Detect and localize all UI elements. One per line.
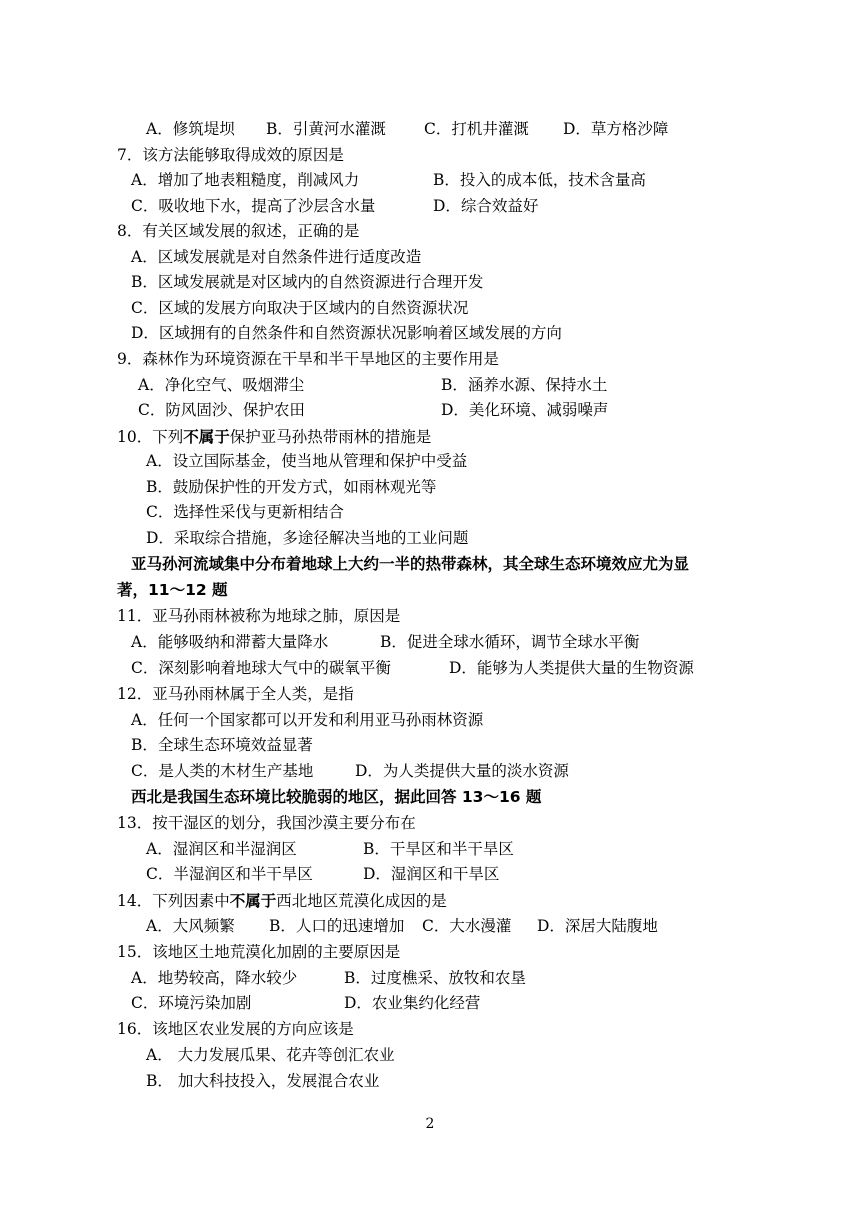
q13-option-a: A．湿润区和半湿润区	[146, 840, 297, 858]
q8-option-b: B．区域发展就是对区域内的自然资源进行合理开发	[131, 273, 484, 291]
q15-option-a: A．地势较高，降水较少	[131, 969, 298, 987]
q16-option-b: B． 加大科技投入，发展混合农业	[146, 1072, 380, 1090]
q6-option-c: C．打机井灌溉	[424, 120, 529, 138]
q9-stem: 9．森林作为环境资源在干旱和半干旱地区的主要作用是	[117, 350, 499, 368]
q16-stem: 16．该地区农业发展的方向应该是	[117, 1020, 354, 1038]
q11-option-d: D．能够为人类提供大量的生物资源	[449, 659, 694, 677]
q11-option-a: A．能够吸纳和滞蓄大量降水	[131, 633, 329, 651]
q6-option-a: A．修筑堤坝	[146, 120, 235, 138]
q9-option-b: B．涵养水源、保持水土	[441, 376, 608, 394]
q15-option-b: B．过度樵采、放牧和农垦	[344, 969, 526, 987]
q11-option-b: B．促进全球水循环，调节全球水平衡	[380, 633, 640, 651]
q11-stem: 11．亚马孙雨林被称为地球之肺，原因是	[117, 607, 401, 625]
q14-option-d: D．深居大陆腹地	[537, 917, 658, 935]
q12-option-c: C．是人类的木材生产基地	[131, 762, 314, 780]
q13-option-b: B．干旱区和半干旱区	[363, 840, 514, 858]
q13-option-d: D．湿润区和干旱区	[363, 865, 500, 883]
q10-stem-post: 保护亚马孙热带雨林的措施是	[229, 428, 432, 446]
section2-intro: 西北是我国生态环境比较脆弱的地区，据此回答 13～16 题	[131, 788, 542, 806]
q10-stem-emphasis: 不属于	[183, 427, 230, 446]
q16-option-a: A． 大力发展瓜果、花卉等创汇农业	[146, 1046, 395, 1064]
q8-stem: 8．有关区域发展的叙述，正确的是	[117, 222, 360, 240]
q12-option-b: B．全球生态环境效益显著	[131, 736, 313, 754]
q14-stem-emphasis: 不属于	[229, 891, 277, 910]
q8-option-a: A．区域发展就是对自然条件进行适度改造	[131, 248, 422, 266]
q7-option-a: A．增加了地表粗糙度，削减风力	[131, 171, 360, 189]
q15-stem: 15．该地区土地荒漠化加剧的主要原因是	[117, 943, 401, 961]
q7-option-d: D．综合效益好	[433, 197, 539, 215]
q14-stem	[117, 888, 447, 914]
q7-option-c: C．吸收地下水，提高了沙层含水量	[131, 197, 376, 215]
section1-intro-line1: 亚马孙河流域集中分布着地球上大约一半的热带森林，其全球生态环境效应尤为显	[131, 555, 690, 573]
q14-stem-post: 西北地区荒漠化成因的是	[276, 892, 447, 910]
q14-option-a: A．大风频繁	[146, 917, 235, 935]
q9-option-d: D．美化环境、减弱噪声	[441, 401, 609, 419]
q7-option-b: B．投入的成本低，技术含量高	[433, 171, 646, 189]
q14-stem-pre: 14．下列因素中	[117, 892, 230, 910]
section1-intro-line2: 著，11～12 题	[117, 581, 228, 599]
q12-option-d: D．为人类提供大量的淡水资源	[355, 762, 569, 780]
q9-option-c: C．防风固沙、保护农田	[138, 401, 305, 419]
q10-stem-pre: 10．下列	[117, 428, 184, 446]
q12-stem: 12．亚马孙雨林属于全人类，是指	[117, 685, 354, 703]
q6-option-d: D．草方格沙障	[563, 120, 669, 138]
q8-option-d: D．区域拥有的自然条件和自然资源状况影响着区域发展的方向	[131, 324, 562, 342]
q14-option-b: B．人口的迅速增加	[269, 917, 405, 935]
q10-option-b: B．鼓励保护性的开发方式，如雨林观光等	[146, 478, 437, 496]
q7-stem: 7．该方法能够取得成效的原因是	[117, 146, 344, 164]
q10-stem	[117, 424, 431, 450]
q6-option-b: B．引黄河水灌溉	[266, 120, 386, 138]
q12-option-a: A．任何一个国家都可以开发和利用亚马孙雨林资源	[131, 711, 484, 729]
q10-option-a: A．设立国际基金，使当地从管理和保护中受益	[146, 452, 468, 470]
q10-option-d: D．采取综合措施，多途径解决当地的工业问题	[146, 529, 469, 547]
q14-option-c: C．大水漫灌	[422, 917, 512, 935]
q15-option-c: C．环境污染加剧	[131, 994, 252, 1012]
q11-option-c: C．深刻影响着地球大气中的碳氧平衡	[131, 659, 391, 677]
q9-option-a: A．净化空气、吸烟滞尘	[138, 376, 305, 394]
page-number: 2	[425, 1116, 435, 1132]
q13-option-c: C．半湿润区和半干旱区	[146, 865, 313, 883]
q10-option-c: C．选择性采伐与更新相结合	[146, 503, 344, 521]
q15-option-d: D．农业集约化经营	[344, 994, 481, 1012]
q13-stem: 13．按干湿区的划分，我国沙漠主要分布在	[117, 814, 416, 832]
q8-option-c: C．区域的发展方向取决于区域内的自然资源状况	[131, 299, 469, 317]
